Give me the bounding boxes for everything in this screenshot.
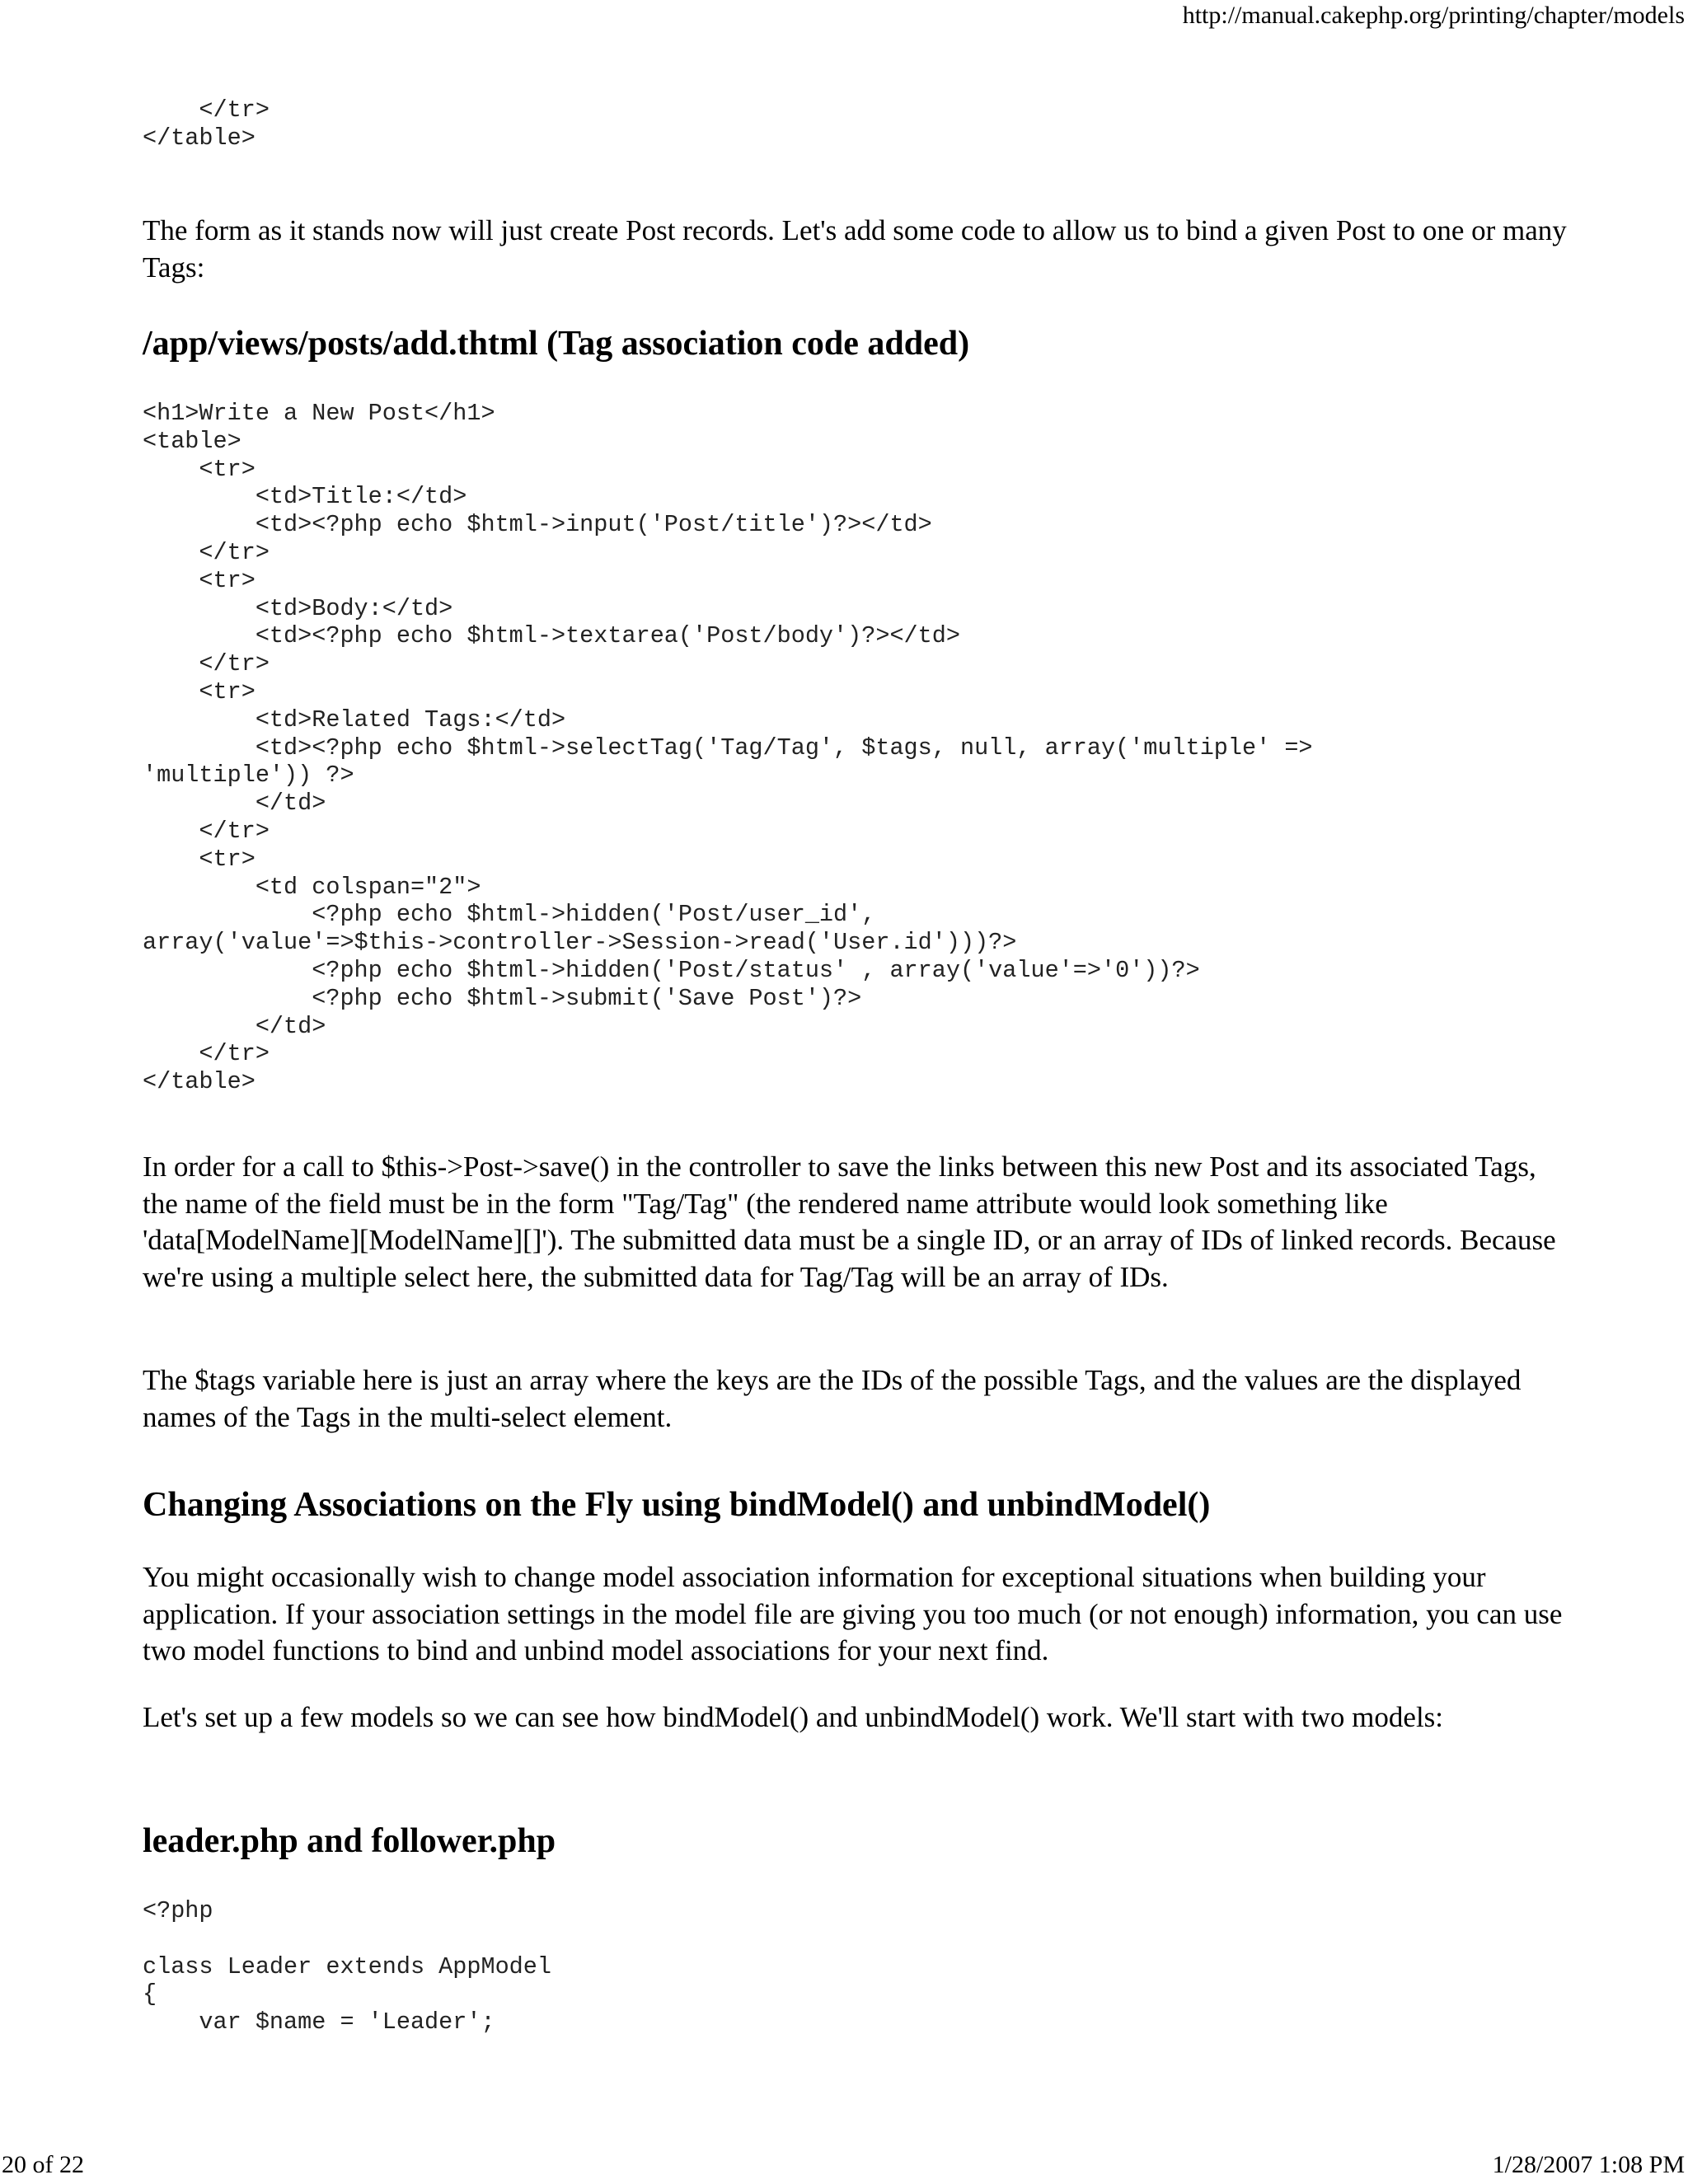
- print-date-footer: 1/28/2007 1:08 PM: [1492, 2151, 1685, 2178]
- section-heading-changing-associations: Changing Associations on the Fly using bindModel() and unbindModel(): [143, 1486, 1211, 1524]
- page-url-header: http://manual.cakephp.org/printing/chapter/models: [1182, 2, 1685, 29]
- paragraph-change-associations: You might occasionally wish to change model association information for exceptional situations when building your application. If your association settings in the model file are giving you too much (or not enough) information, you can use two model functions to bind and unbind model associations for your next find.: [143, 1561, 1563, 1666]
- section-heading-leader-follower: leader.php and follower.php: [143, 1822, 556, 1860]
- paragraph-tags-variable: The $tags variable here is just an array where the keys are the IDs of the possible Tags, and the values are the displayed names of the Tags in the multi-select element.: [143, 1364, 1522, 1433]
- code-block-leader-model: <?php class Leader extends AppModel { var $name = 'Leader';: [143, 1897, 551, 2036]
- page-number-footer: 20 of 22: [2, 2151, 84, 2178]
- paragraph-save-links: In order for a call to $this->Post->save() in the controller to save the links between this new Post and its associated Tags, the name of the field must be in the form "Tag/Tag" (the rendered name attribute would look something like 'data[ModelName][ModelName][]'). The submitted data must be a single ID, or an array of IDs of linked records. Because we're using a multiple select here, the submitted data for Tag/Tag will be an array of IDs.: [143, 1151, 1556, 1293]
- code-block-add-thtml: <h1>Write a New Post</h1> <table> <tr> <td>Title:</td> <td><?php echo $html->input('Post/title')?></td> </tr> <tr> <td>Body:</td> <td><?php echo $html->textarea('Post/body')?></td> </tr> <tr> <td>Related Tags:</td> <td><?php echo $html->selectTag('Tag/Tag', $tags, null, array('multiple' => 'multiple')) ?> </td> </tr> <tr> <td colspan="2"> <?php echo $html->hidden('Post/user_id', array('value'=>$this->controller->Session->read('User.id')))?> <?php echo $html->hidden('Post/status' , array('value'=>'0'))?> <?php echo $html->submit('Save Post')?> </td> </tr> </table>: [143, 400, 1313, 1096]
- code-block-table-close: </tr> </table>: [143, 96, 270, 152]
- paragraph-setup-models: Let's set up a few models so we can see how bindModel() and unbindModel() work. We'll start with two models:: [143, 1701, 1444, 1733]
- paragraph-form-intro: The form as it stands now will just create Post records. Let's add some code to allow us to bind a given Post to one or many Tags:: [143, 214, 1567, 284]
- section-heading-add-thtml: /app/views/posts/add.thtml (Tag association code added): [143, 325, 970, 363]
